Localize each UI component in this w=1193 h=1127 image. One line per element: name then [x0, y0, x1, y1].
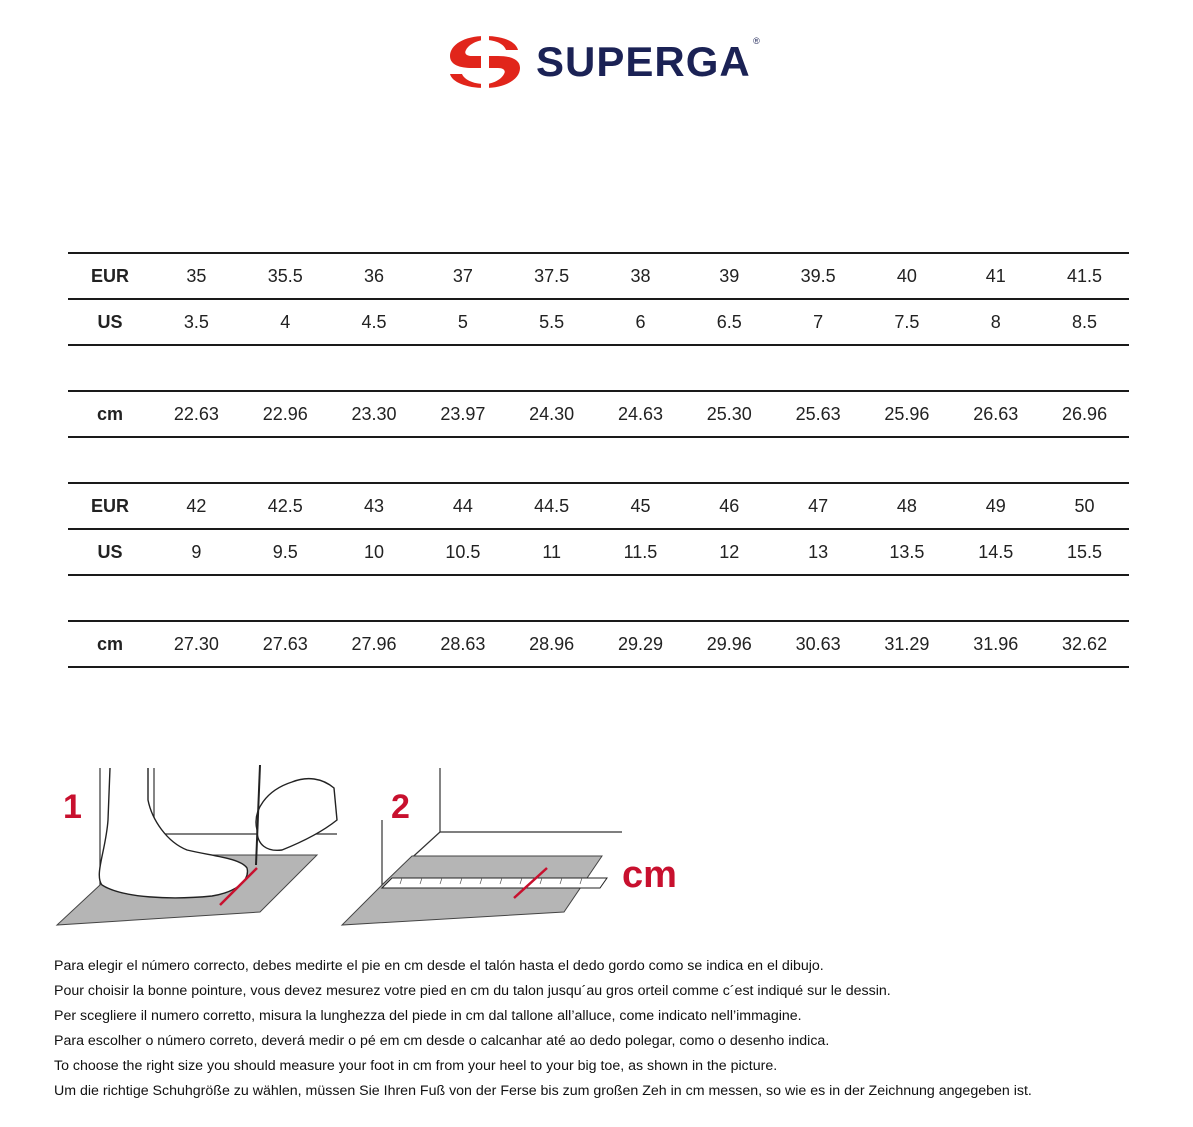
eur-size-cell: 44.5 — [507, 483, 596, 529]
instruction-de: Um die richtige Schuhgröße zu wählen, müssen Sie Ihren Fuß von der Ferse bis zum großen Zeh in cm messen, so wie es in der Zeichnung angegeben ist. — [54, 1083, 1032, 1099]
us-size-cell: 6 — [596, 299, 685, 345]
eur-size-cell: 39.5 — [774, 253, 863, 299]
step-2-ruler-drawing — [342, 768, 622, 925]
us-size-cell: 9 — [152, 529, 241, 575]
cm-size-cell: 31.29 — [863, 621, 952, 667]
cm-size-cell: 24.63 — [596, 391, 685, 437]
us-size-cell: 6.5 — [685, 299, 774, 345]
us-size-cell: 7 — [774, 299, 863, 345]
cm-size-cell: 26.96 — [1040, 391, 1129, 437]
eur-size-cell: 48 — [863, 483, 952, 529]
instruction-pt: Para escolher o número correto, deverá medir o pé em cm desde o calcanhar até ao dedo polegar, como o desenho indica. — [54, 1033, 830, 1049]
eur-size-cell: 41.5 — [1040, 253, 1129, 299]
us-size-cell: 13.5 — [863, 529, 952, 575]
cm-row-label: cm — [68, 621, 152, 667]
us-size-cell: 14.5 — [951, 529, 1040, 575]
us-size-cell: 10 — [330, 529, 419, 575]
unit-cm-label: cm — [622, 854, 677, 896]
cm-size-cell: 32.62 — [1040, 621, 1129, 667]
brand-wordmark — [536, 36, 761, 85]
eur-size-cell: 47 — [774, 483, 863, 529]
us-size-cell: 13 — [774, 529, 863, 575]
instruction-it: Per scegliere il numero corretto, misura la lunghezza del piede in cm dal tallone all’alluce, come indicato nell’immagine. — [54, 1008, 802, 1024]
us-size-cell: 8 — [951, 299, 1040, 345]
us-row-label: US — [68, 299, 152, 345]
us-size-cell: 12 — [685, 529, 774, 575]
eur-size-cell: 36 — [330, 253, 419, 299]
eur-row-label: EUR — [68, 253, 152, 299]
cm-size-cell: 28.63 — [418, 621, 507, 667]
us-size-cell: 5 — [418, 299, 507, 345]
eur-size-cell: 49 — [951, 483, 1040, 529]
spacer-cell — [68, 437, 1129, 483]
cm-size-cell: 23.97 — [418, 391, 507, 437]
eur-size-cell: 50 — [1040, 483, 1129, 529]
size-chart-table — [68, 252, 1129, 668]
block1-eur-row — [68, 253, 1129, 299]
cm-size-cell: 22.63 — [152, 391, 241, 437]
brand-name: SUPERGA — [536, 38, 751, 85]
block2-us-row — [68, 529, 1129, 575]
step-1-number: 1 — [63, 788, 82, 826]
cm-size-cell: 29.96 — [685, 621, 774, 667]
us-size-cell: 11.5 — [596, 529, 685, 575]
cm-size-cell: 25.30 — [685, 391, 774, 437]
brand-logo — [446, 34, 761, 90]
instruction-fr: Pour choisir la bonne pointure, vous devez mesurez votre pied en cm du talon jusqu´au gros orteil comme c´est indiqué sur le dessin. — [54, 983, 891, 999]
eur-size-cell: 42 — [152, 483, 241, 529]
table-spacer-row — [68, 437, 1129, 483]
us-size-cell: 11 — [507, 529, 596, 575]
cm-size-cell: 27.63 — [241, 621, 330, 667]
cm-size-cell: 23.30 — [330, 391, 419, 437]
cm-size-cell: 31.96 — [951, 621, 1040, 667]
measuring-instructions — [54, 954, 1164, 1104]
cm-size-cell: 22.96 — [241, 391, 330, 437]
block1-us-row — [68, 299, 1129, 345]
instruction-en: To choose the right size you should measure your foot in cm from your heel to your big toe, as shown in the picture. — [54, 1058, 778, 1074]
block2-cm-row — [68, 621, 1129, 667]
cm-size-cell: 25.63 — [774, 391, 863, 437]
eur-size-cell: 41 — [951, 253, 1040, 299]
step-1-foot-drawing — [57, 765, 337, 925]
cm-size-cell: 26.63 — [951, 391, 1040, 437]
eur-size-cell: 39 — [685, 253, 774, 299]
us-size-cell: 3.5 — [152, 299, 241, 345]
superga-s-logo-icon — [446, 34, 524, 90]
us-size-cell: 10.5 — [418, 529, 507, 575]
cm-row-label: cm — [68, 391, 152, 437]
us-size-cell: 5.5 — [507, 299, 596, 345]
eur-size-cell: 35.5 — [241, 253, 330, 299]
eur-size-cell: 37.5 — [507, 253, 596, 299]
cm-size-cell: 27.30 — [152, 621, 241, 667]
eur-size-cell: 38 — [596, 253, 685, 299]
us-size-cell: 9.5 — [241, 529, 330, 575]
eur-size-cell: 37 — [418, 253, 507, 299]
eur-size-cell: 46 — [685, 483, 774, 529]
spacer-cell — [68, 345, 1129, 391]
us-size-cell: 4.5 — [330, 299, 419, 345]
block2-eur-row — [68, 483, 1129, 529]
eur-size-cell: 44 — [418, 483, 507, 529]
us-size-cell: 8.5 — [1040, 299, 1129, 345]
cm-size-cell: 28.96 — [507, 621, 596, 667]
cm-size-cell: 29.29 — [596, 621, 685, 667]
cm-size-cell: 24.30 — [507, 391, 596, 437]
eur-row-label: EUR — [68, 483, 152, 529]
eur-size-cell: 35 — [152, 253, 241, 299]
registered-mark: ® — [753, 36, 761, 46]
instruction-es: Para elegir el número correcto, debes medirte el pie en cm desde el talón hasta el dedo gordo como se indica en el dibujo. — [54, 958, 824, 974]
measurement-illustration — [52, 760, 752, 935]
cm-size-cell: 27.96 — [330, 621, 419, 667]
table-spacer-row — [68, 575, 1129, 621]
eur-size-cell: 42.5 — [241, 483, 330, 529]
eur-size-cell: 43 — [330, 483, 419, 529]
step-2-number: 2 — [391, 788, 410, 826]
us-row-label: US — [68, 529, 152, 575]
cm-size-cell: 30.63 — [774, 621, 863, 667]
eur-size-cell: 40 — [863, 253, 952, 299]
table-spacer-row — [68, 345, 1129, 391]
us-size-cell: 4 — [241, 299, 330, 345]
block1-cm-row — [68, 391, 1129, 437]
cm-size-cell: 25.96 — [863, 391, 952, 437]
eur-size-cell: 45 — [596, 483, 685, 529]
us-size-cell: 15.5 — [1040, 529, 1129, 575]
us-size-cell: 7.5 — [863, 299, 952, 345]
spacer-cell — [68, 575, 1129, 621]
